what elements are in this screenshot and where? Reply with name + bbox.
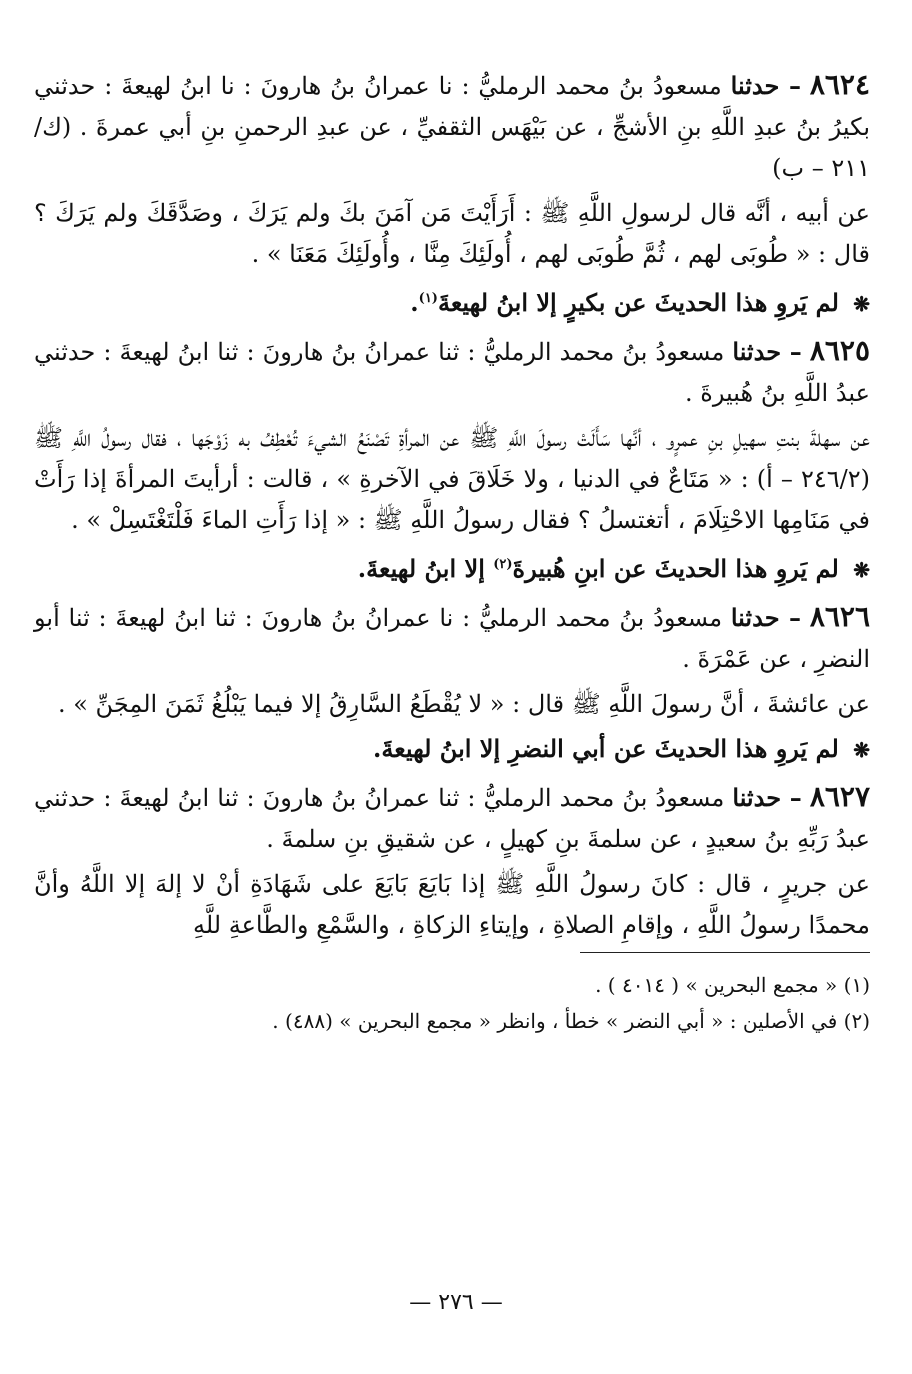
asterisk-icon: ❋ bbox=[853, 292, 870, 316]
note-tail: . bbox=[373, 734, 382, 763]
takhrij-note bbox=[34, 729, 870, 770]
isnad-text: مسعودُ بنُ محمد الرمليُّ : نا عمرانُ بنُ هارونَ : ثنا ابنُ لهيعةَ : ثنا أبو النضرِ ، عن عَمْرَةَ . bbox=[34, 604, 870, 673]
hadith-matn: عن سهلةَ بنتِ سهيلِ بنِ عمرٍو ، أنَّها سَأَلَتْ رسولَ اللَّهِ ﷺ عن المرأةِ تَصْنَعُ الشيءَ تُعْطِفُ به زَوْجَها ، فقال رسولُ اللَّهِ ﷺ (٢٤٦/٢ – أ) : « مَتَاعٌ في الدنيا ، ولا خَلَاقَ في الآخرةِ » ، قالت : أرأيتَ المرأةَ إذا رَأَتْ في مَنَامِها الاحْتِلَامَ ، أتغتسلُ ؟ فقال رسولُ اللَّهِ ﷺ : « إذا رَأَتِ الماءَ فَلْتَغْتَسِلْ » . bbox=[34, 424, 870, 534]
hadith-lead: – حدثنا bbox=[730, 603, 802, 632]
footnote-divider bbox=[580, 952, 870, 953]
footnote bbox=[34, 967, 870, 1003]
hadith-lead: – حدثنا bbox=[732, 783, 802, 812]
hadith-number: ٨٦٢٦ bbox=[809, 600, 870, 633]
hadith-entry bbox=[34, 776, 870, 946]
footnote-text: في الأصلين : « أبي النضر » خطأ ، وانظر « مجمع البحرين » (٤٨٨) . bbox=[272, 1009, 838, 1033]
hadith-number: ٨٦٢٥ bbox=[809, 334, 870, 367]
footnote-text: « مجمع البحرين » ( ٤٠١٤ ) . bbox=[595, 973, 838, 997]
hadith-entry bbox=[34, 330, 870, 590]
isnad-text: مسعودُ بنُ محمد الرمليُّ : ثنا عمرانُ بنُ هارونَ : ثنا ابنُ لهيعةَ : حدثني عبدُ رَبِّهِ بنُ سعيدٍ ، عن سلمةَ بنِ كهيلٍ ، عن شقيقِ بنِ سلمةَ . bbox=[34, 784, 870, 853]
note-tail: . bbox=[410, 288, 419, 317]
hadith-entry bbox=[34, 596, 870, 770]
hadith-isnad bbox=[34, 596, 870, 680]
footnote-mark: (٢) bbox=[843, 1009, 870, 1033]
note-tail: إلا ابنُ لهيعةَ. bbox=[357, 554, 485, 583]
footnote bbox=[34, 1003, 870, 1039]
footnote-ref[interactable]: (١) bbox=[418, 291, 438, 306]
note-text: لم يَروِ هذا الحديثَ عن ابنِ هُبيرةَ bbox=[512, 554, 839, 583]
hadith-number: ٨٦٢٤ bbox=[809, 68, 870, 101]
isnad-text: مسعودُ بنُ محمد الرمليُّ : نا عمرانُ بنُ هارونَ : نا ابنُ لهيعةَ : حدثني بكيرُ بنُ عبدِ اللَّهِ بنِ الأشجِّ ، عن بَيْهَس الثقفيِّ ، عن عبدِ الرحمنِ بنِ أبي عمرةَ . (ك/٢١١ – ب) bbox=[34, 72, 871, 182]
footnote-mark: (١) bbox=[843, 973, 870, 997]
hadith-matn: عن أبيه ، أنَّه قال لرسولِ اللَّهِ ﷺ : أَرَأَيْتَ مَن آمَنَ بكَ ولم يَرَكَ ، وصَدَّقَكَ ولم يَرَكَ ؟ قال : « طُوبَى لهم ، ثُمَّ طُوبَى لهم ، أُولَئِكَ مِنَّا ، وأُولَئِكَ مَعَنَا » . bbox=[34, 199, 870, 268]
hadith-isnad bbox=[34, 330, 870, 414]
hadith-lead: – حدثنا bbox=[732, 337, 802, 366]
hadith-lead: – حدثنا bbox=[730, 71, 801, 100]
hadith-isnad bbox=[34, 776, 870, 860]
page-number: — ٢٧٦ — bbox=[409, 1290, 503, 1315]
note-text: لم يَروِ هذا الحديثَ عن أبي النضرِ إلا ابنُ لهيعةَ bbox=[381, 734, 839, 763]
hadith-entry bbox=[34, 64, 870, 324]
asterisk-icon: ❋ bbox=[853, 558, 870, 582]
takhrij-note bbox=[34, 545, 870, 590]
note-text: لم يَروِ هذا الحديثَ عن بكيرٍ إلا ابنُ لهيعةَ bbox=[437, 288, 839, 317]
hadith-number: ٨٦٢٧ bbox=[809, 780, 870, 813]
asterisk-icon: ❋ bbox=[853, 738, 870, 762]
hadith-isnad bbox=[34, 64, 870, 189]
footnote-ref[interactable]: (٢) bbox=[493, 557, 513, 572]
isnad-text: مسعودُ بنُ محمد الرمليُّ : ثنا عمرانُ بنُ هارونَ : ثنا ابنُ لهيعةَ : حدثني عبدُ اللَّهِ بنُ هُبيرةَ . bbox=[34, 338, 870, 407]
footnotes bbox=[34, 967, 870, 1039]
hadith-matn: عن جريرٍ ، قال : كانَ رسولُ اللَّهِ ﷺ إذا بَايَعَ بَايَعَ على شَهَادَةِ أنْ لا إلهَ إلا اللَّهُ وأنَّ محمدًا رسولُ اللَّهِ ، وإقامِ الصلاةِ ، وإيتاءِ الزكاةِ ، والسَّمْعِ والطَّاعةِ للَّهِ bbox=[34, 870, 870, 939]
takhrij-note bbox=[34, 279, 870, 324]
hadith-matn: عن عائشةَ ، أنَّ رسولَ اللَّهِ ﷺ قال : « لا يُقْطَعُ السَّارِقُ إلا فيما يَبْلُغُ ثَمَنَ المِجَنِّ » . bbox=[57, 690, 870, 718]
